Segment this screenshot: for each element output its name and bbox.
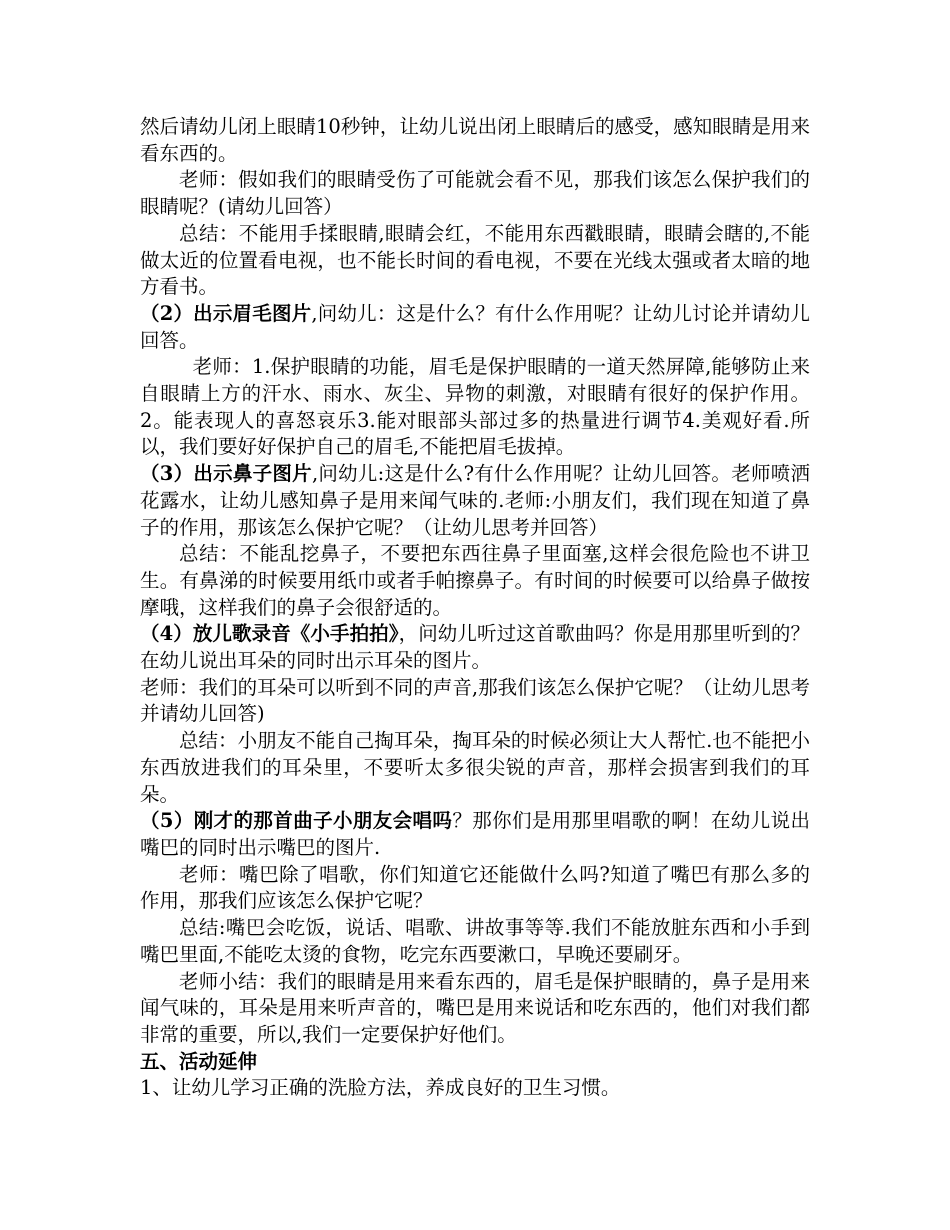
paragraph-teacher-eyes: 老师：假如我们的眼睛受伤了可能就会看不见，那我们该怎么保护我们的眼睛呢？(请幼儿回答）	[140, 168, 810, 219]
paragraph-teacher-conclusion: 老师小结：我们的眼睛是用来看东西的，眉毛是保护眼睛的，鼻子是用来闻气味的，耳朵是用来听声音的，嘴巴是用来说话和吃东西的，他们对我们都非常的重要，所以,我们一定要保护好他们。	[140, 969, 810, 1046]
paragraph-summary-nose: 总结：不能乱挖鼻子，不要把东西往鼻子里面塞,这样会很危险也不讲卫生。有鼻涕的时候要用纸巾或者手帕擦鼻子。有时间的时候要可以给鼻子做按摩哦，这样我们的鼻子会很舒适的。	[140, 542, 810, 619]
paragraph-close-eyes: 然后请幼儿闭上眼睛10秒钟，让幼儿说出闭上眼睛后的感受，感知眼睛是用来看东西的。	[140, 115, 810, 165]
step-text-nose: ,问幼儿:这是什么?有什么作用呢？让幼儿回答。老师喷洒花露水，让幼儿感知鼻子是用来闻气味的.老师:小朋友们，我们现在知道了鼻子的作用，那该怎么保护它呢？（让幼儿思考并回答）	[140, 462, 810, 539]
paragraph-song	[140, 621, 810, 674]
step-text-mouth: ？那你们是用那里唱歌的啊！在幼儿说出嘴巴的同时出示嘴巴的图片.	[140, 809, 810, 859]
document-page	[140, 114, 810, 1102]
paragraph-summary-mouth: 总结:嘴巴会吃饭，说话、唱歌、讲故事等等.我们不能放脏东西和小手到嘴巴里面,不能吃太烫的食物，吃完东西要漱口，早晚还要刷牙。	[140, 916, 810, 966]
paragraph-summary-eyes: 总结：不能用手揉眼睛,眼睛会红，不能用东西戳眼睛，眼睛会瞎的,不能做太近的位置看电视，也不能长时间的看电视，不要在光线太强或者太暗的地方看书。	[140, 221, 810, 299]
step-text-eyebrows: ,问幼儿：这是什么？有什么作用呢？让幼儿讨论并请幼儿回答。	[140, 301, 810, 352]
paragraph-extension-item-1: 1、让幼儿学习正确的洗脸方法，养成良好的卫生习惯。	[140, 1076, 621, 1100]
paragraph-teacher-ears: 老师：我们的耳朵可以听到不同的声音,那我们该怎么保护它呢？（让幼儿思考并请幼儿回答)	[140, 675, 810, 726]
step-heading-song: （4）放儿歌录音《小手拍拍》	[140, 622, 399, 646]
paragraph-nose	[140, 461, 810, 541]
paragraph-eyebrows	[140, 301, 810, 354]
paragraph-summary-ears: 总结：小朋友不能自己掏耳朵，掏耳朵的时候必须让大人帮忙.也不能把小东西放进我们的耳朵里，不要听太多很尖锐的声音，那样会损害到我们的耳朵。	[140, 729, 810, 806]
section-heading-extension: 五、活动延伸	[140, 1049, 258, 1073]
paragraph-teacher-mouth: 老师：嘴巴除了唱歌，你们知道它还能做什么吗?知道了嘴巴有那么多的作用，那我们应该怎么保护它呢？	[140, 862, 810, 913]
step-heading-eyebrows: （2）出示眉毛图片	[140, 301, 312, 325]
step-text-song: ，问幼儿听过这首歌曲吗？你是用那里听到的？在幼儿说出耳朵的同时出示耳朵的图片。	[140, 622, 810, 673]
paragraph-teacher-eyebrows: 老师：1.保护眼睛的功能，眉毛是保护眼睛的一道天然屏障,能够防止来自眼睛上方的汗水、雨水、灰尘、异物的刺激，对眼睛有很好的保护作用。 2。能表现人的喜怒哀乐3.能对眼部头部过多的热量进行调节4.美观好看.所以，我们要好好保护自己的眉毛,不能把眉毛拔掉。	[140, 355, 810, 459]
step-heading-nose: （3）出示鼻子图片	[140, 462, 312, 486]
step-heading-mouth: （5）刚才的那首曲子小朋友会唱吗	[140, 809, 453, 833]
paragraph-mouth	[140, 808, 810, 861]
